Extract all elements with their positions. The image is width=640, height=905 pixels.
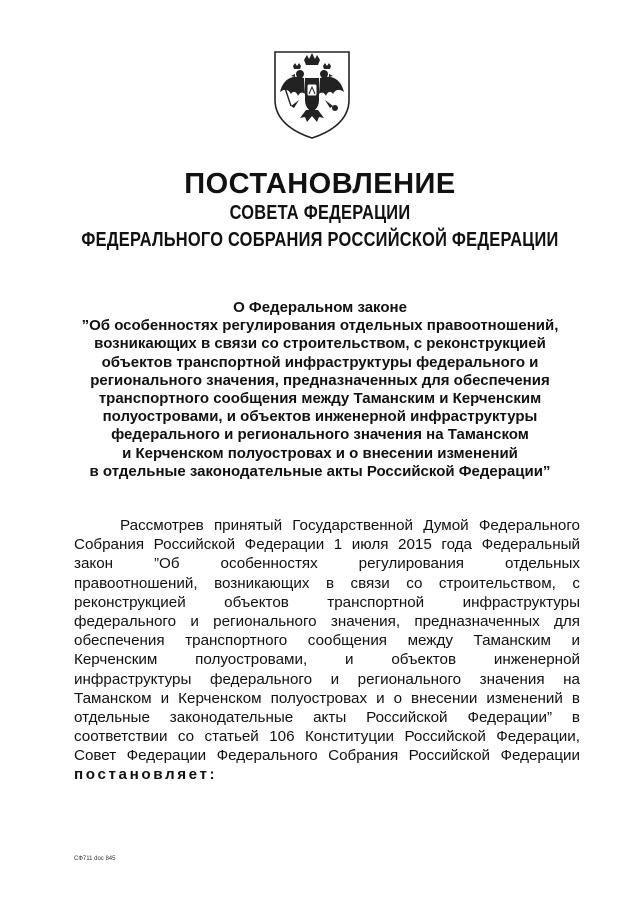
law-title-line: ”Об особенностях регулирования отдельных правоотношений, — [81, 317, 559, 335]
resolution-body — [74, 516, 580, 785]
document-title: ПОСТАНОВЛЕНИЕ — [184, 168, 456, 200]
law-title-line: в отдельные законодательные акты Российской Федерации” — [89, 462, 551, 480]
issuer-line-1: СОВЕТА ФЕДЕРАЦИИ — [229, 202, 411, 224]
body-line: реконструкцией объектов транспортной инфраструктуры — [74, 593, 580, 611]
law-title-line: О Федеральном законе — [233, 299, 407, 316]
body-line: отдельные законодательные акты Российской Федерации” в — [74, 708, 580, 726]
coat-of-arms-icon — [271, 48, 353, 140]
law-title-line: и Керченском полуостровах и о внесении изменений — [122, 444, 518, 462]
law-title-line: возникающих в связи со строительством, с реконструкцией — [94, 335, 546, 353]
body-line: закон ”Об особенностях регулирования отдельных — [74, 555, 580, 573]
body-line: Совет Федерации Федерального Собрания Российской Федерации — [74, 747, 580, 765]
law-title-line: полуостровами, и объектов инженерной инфраструктуры — [102, 408, 538, 426]
body-line: правоотношений, возникающих в связи со строительством, с — [74, 574, 580, 592]
body-line: Керченским полуостровами, и объектов инженерной — [74, 651, 580, 669]
issuer-line-2: ФЕДЕРАЛЬНОГО СОБРАНИЯ РОССИЙСКОЙ ФЕДЕРАЦИИ — [81, 229, 559, 251]
body-line: обеспечения транспортного сообщения между Таманским и — [74, 632, 580, 650]
law-title-line: транспортного сообщения между Таманским и Керченским — [98, 390, 542, 408]
law-title-line: объектов транспортной инфраструктуры федерального и — [101, 353, 539, 371]
body-line: инфраструктуры федерального и регионального значения на — [74, 670, 580, 688]
coat-of-arms-emblem — [271, 48, 353, 140]
body-line: Рассмотрев принятый Государственной Думой Федерального — [120, 517, 580, 534]
body-line: Собрания Российской Федерации 1 июля 2015 года Федеральный — [74, 536, 580, 554]
body-line: соответствии со статьей 106 Конституции Российской Федерации, — [74, 728, 580, 746]
body-line: федерального и регионального значения, предназначенных для — [74, 612, 580, 630]
law-title-block — [40, 299, 600, 481]
law-title-line: регионального значения, предназначенных для обеспечения — [90, 371, 550, 389]
resolution-closing: постановляет: — [74, 766, 218, 784]
law-title-line: федерального и регионального значения на Таманском — [111, 426, 529, 444]
document-code: СФ711 doc 845 — [74, 856, 116, 862]
body-line: Таманском и Керченском полуостровах и о внесении изменений в — [74, 689, 580, 707]
